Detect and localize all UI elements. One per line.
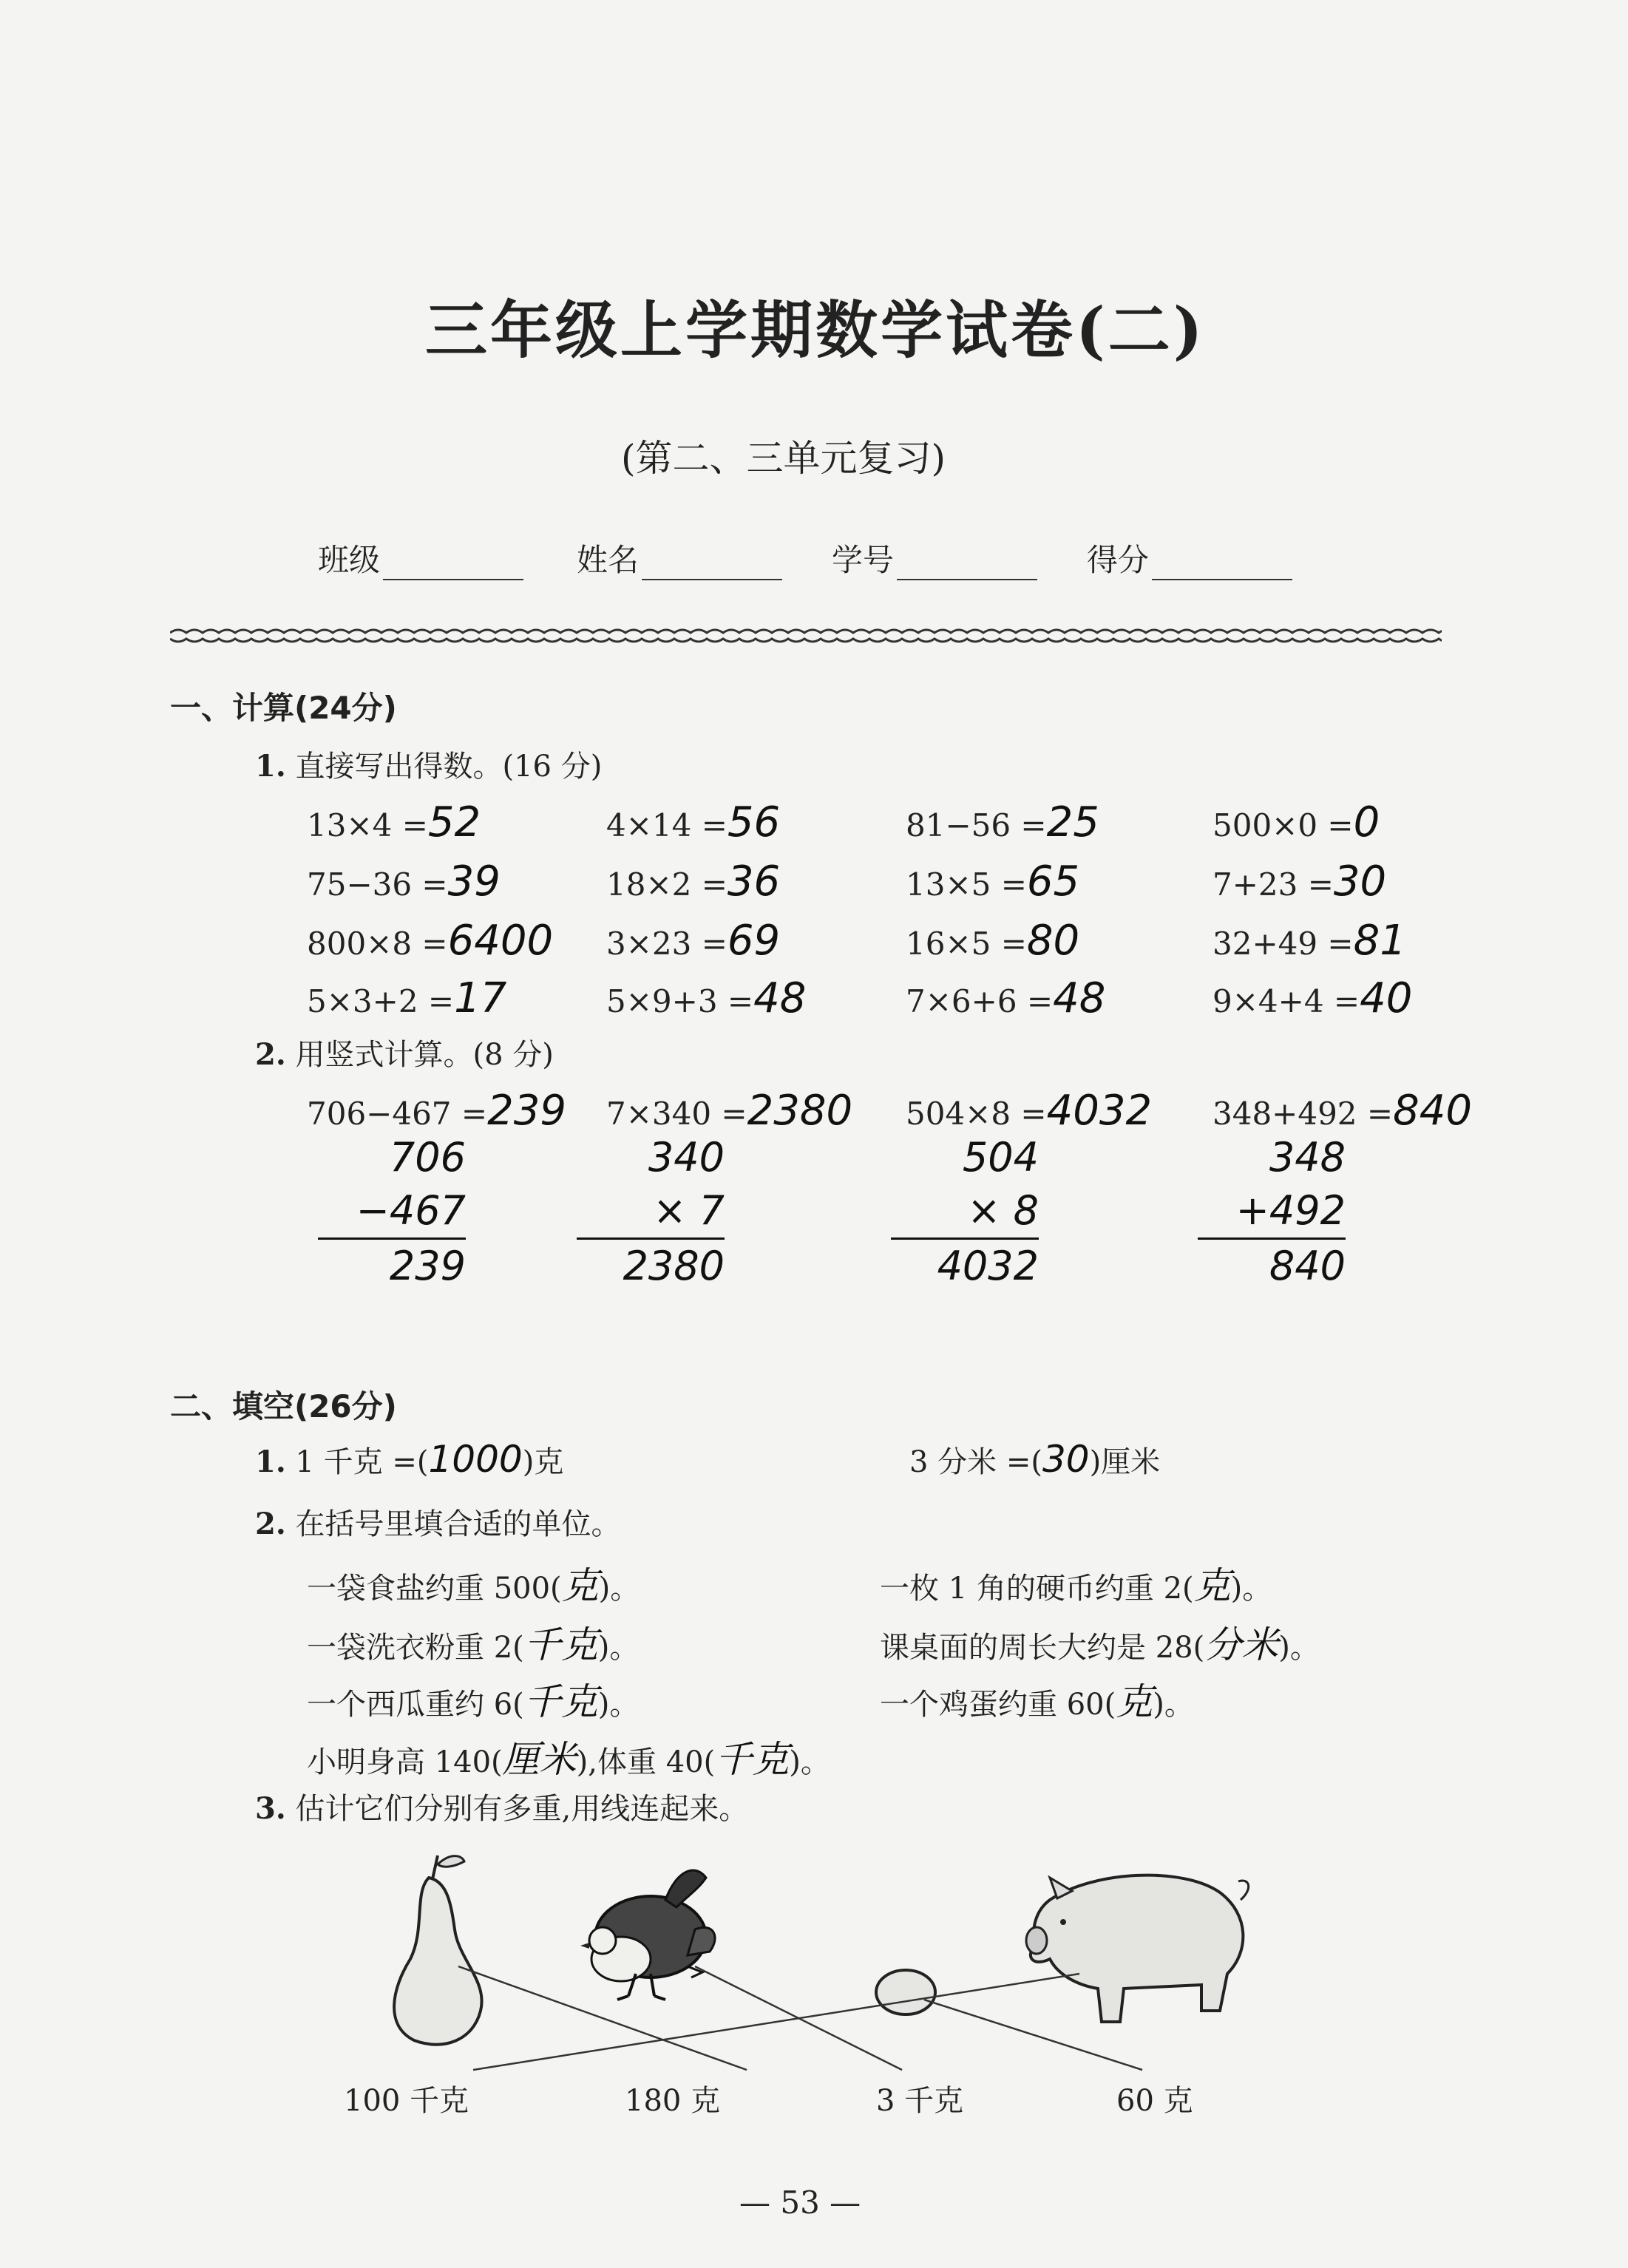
oral-calc-item xyxy=(307,974,506,1022)
line-pig-to-100kg xyxy=(473,1974,1079,2070)
oral-calc-item xyxy=(606,798,780,846)
vertical-answer[interactable]: 840 xyxy=(1393,1087,1472,1135)
vertical-answer[interactable]: 239 xyxy=(487,1087,566,1135)
s2-q1-right xyxy=(909,1438,1160,1481)
calc-answer[interactable]: 0 xyxy=(1353,798,1380,846)
s1-q2-number: 2. xyxy=(255,1037,286,1072)
calc-expression: 500×0 = xyxy=(1212,807,1354,843)
score-blank[interactable] xyxy=(1152,554,1292,580)
vertical-working xyxy=(577,1131,725,1293)
calc-expression: 7+23 = xyxy=(1212,866,1334,903)
vertical-expression: 504×8 = xyxy=(906,1096,1047,1132)
calc-answer[interactable]: 48 xyxy=(753,974,807,1022)
unit-fill-item xyxy=(307,1556,640,1609)
name-field xyxy=(577,536,782,580)
unit-text-pre: 课桌面的周长大约是 28( xyxy=(880,1631,1205,1665)
working-line-result: 4032 xyxy=(891,1237,1039,1293)
calc-expression: 75−36 = xyxy=(307,866,448,903)
s2-q1-left xyxy=(255,1438,563,1481)
height-unit-answer[interactable]: 厘米 xyxy=(502,1738,577,1781)
s2-q1-right-answer[interactable]: 30 xyxy=(1042,1438,1090,1481)
calc-answer[interactable]: 36 xyxy=(727,858,781,906)
vertical-calc-item xyxy=(606,1087,852,1135)
s2-q3-text: 估计它们分别有多重,用线连起来。 xyxy=(295,1792,749,1826)
calc-expression: 32+49 = xyxy=(1212,926,1354,962)
oral-calc-item xyxy=(1212,858,1386,906)
s2-q1-left-pre: 1 千克 =( xyxy=(295,1445,429,1479)
unit-text-pre: 一袋食盐约重 500( xyxy=(307,1572,562,1606)
working-line-op: × 8 xyxy=(967,1187,1039,1234)
vertical-working xyxy=(891,1131,1039,1293)
vertical-answer[interactable]: 2380 xyxy=(747,1087,853,1135)
class-blank[interactable] xyxy=(383,554,523,580)
vertical-calc-item xyxy=(906,1087,1152,1135)
s2-q1-right-post: )厘米 xyxy=(1089,1445,1161,1479)
s2-q2-number: 2. xyxy=(255,1507,286,1541)
calc-answer[interactable]: 65 xyxy=(1026,858,1080,906)
working-line-top: 340 xyxy=(648,1134,725,1181)
working-line-result: 840 xyxy=(1198,1237,1346,1293)
student-number-blank[interactable] xyxy=(897,554,1037,580)
calc-answer[interactable]: 56 xyxy=(727,798,781,846)
weight-60g[interactable]: 60 克 xyxy=(1116,2084,1193,2118)
s2-q1-number: 1. xyxy=(255,1444,286,1479)
unit-answer[interactable]: 克 xyxy=(1116,1680,1153,1723)
unit-text-post: )。 xyxy=(598,1572,640,1606)
weight-unit-answer[interactable]: 千克 xyxy=(715,1738,790,1781)
page-subtitle: (第二、三单元复习) xyxy=(621,437,946,480)
unit-answer[interactable]: 千克 xyxy=(523,1680,598,1723)
unit-fill-item xyxy=(307,1672,639,1725)
s1-q2-prompt xyxy=(255,1031,554,1073)
calc-expression: 13×4 = xyxy=(307,807,428,843)
page-title: 三年级上学期数学试卷(二) xyxy=(425,293,1206,367)
class-label: 班级 xyxy=(318,542,381,578)
unit-fill-item xyxy=(307,1615,639,1668)
pear-icon[interactable] xyxy=(394,1856,482,2045)
s1-q1-prompt xyxy=(255,743,602,785)
last-post: )。 xyxy=(789,1745,830,1779)
s1-q1-number: 1. xyxy=(255,749,286,784)
working-line-top: 348 xyxy=(1269,1134,1346,1181)
oral-calc-item xyxy=(307,917,553,965)
section-1-heading: 一、计算(24分) xyxy=(170,690,397,726)
s2-q3-number: 3. xyxy=(255,1791,286,1826)
score-field xyxy=(1087,536,1292,580)
unit-text-pre: 一个西瓜重约 6( xyxy=(307,1688,524,1722)
unit-fill-item xyxy=(880,1615,1320,1668)
student-number-field xyxy=(832,536,1037,580)
working-line-result: 2380 xyxy=(577,1237,725,1293)
name-label: 姓名 xyxy=(577,542,640,578)
calc-answer[interactable]: 6400 xyxy=(447,917,554,965)
calc-answer[interactable]: 52 xyxy=(427,798,481,846)
vertical-calc-item xyxy=(307,1087,566,1135)
s1-q2-text: 用竖式计算。(8 分) xyxy=(295,1038,554,1072)
calc-expression: 5×3+2 = xyxy=(307,983,455,1019)
page-number: — 53 — xyxy=(739,2184,861,2221)
s2-q2-last-row xyxy=(307,1730,830,1783)
unit-text-post: )。 xyxy=(1278,1631,1320,1665)
unit-text-pre: 一枚 1 角的硬币约重 2( xyxy=(880,1572,1194,1606)
working-line-op: × 7 xyxy=(653,1187,725,1234)
s2-q2-text: 在括号里填合适的单位。 xyxy=(295,1507,621,1541)
unit-answer[interactable]: 克 xyxy=(1193,1564,1231,1607)
last-mid: ),体重 40( xyxy=(576,1745,716,1779)
oral-calc-item xyxy=(906,858,1079,906)
section-2-heading: 二、填空(26分) xyxy=(170,1388,397,1425)
s2-q1-right-pre: 3 分米 =( xyxy=(909,1445,1042,1479)
unit-answer[interactable]: 克 xyxy=(561,1564,599,1607)
s2-q3-prompt xyxy=(255,1785,748,1827)
oral-calc-item xyxy=(906,798,1099,846)
oral-calc-item xyxy=(1212,798,1380,846)
calc-expression: 5×9+3 = xyxy=(606,983,754,1019)
unit-text-post: )。 xyxy=(1153,1688,1194,1722)
calc-expression: 4×14 = xyxy=(606,807,727,843)
calc-answer[interactable]: 69 xyxy=(727,917,781,965)
working-line-top: 706 xyxy=(389,1134,466,1181)
oral-calc-item xyxy=(606,858,780,906)
weight-100kg[interactable]: 100 千克 xyxy=(344,2084,469,2118)
working-line-top: 504 xyxy=(962,1134,1039,1181)
class-field xyxy=(318,536,523,580)
vertical-working xyxy=(1198,1131,1346,1293)
oral-calc-item xyxy=(1212,974,1412,1022)
unit-text-post: )。 xyxy=(1230,1572,1272,1606)
s2-q1-left-post: )克 xyxy=(522,1445,564,1479)
unit-fill-item xyxy=(880,1556,1272,1609)
weight-180g[interactable]: 180 克 xyxy=(625,2084,721,2118)
unit-fill-item xyxy=(880,1672,1194,1725)
vertical-calc-item xyxy=(1212,1087,1472,1135)
calc-answer[interactable]: 81 xyxy=(1353,917,1406,965)
calc-answer[interactable]: 25 xyxy=(1046,798,1099,846)
s2-q1-left-answer[interactable]: 1000 xyxy=(428,1438,523,1481)
oral-calc-item xyxy=(307,858,501,906)
oral-calc-item xyxy=(906,974,1105,1022)
calc-answer[interactable]: 80 xyxy=(1026,917,1080,965)
calc-answer[interactable]: 39 xyxy=(447,858,501,906)
unit-text-post: )。 xyxy=(597,1631,640,1665)
name-blank[interactable] xyxy=(642,554,782,580)
calc-expression: 800×8 = xyxy=(307,926,448,962)
line-pear-to-180g xyxy=(458,1966,747,2070)
unit-text-post: )。 xyxy=(597,1688,640,1722)
unit-answer[interactable]: 千克 xyxy=(523,1623,598,1666)
oral-calc-item xyxy=(606,917,780,965)
wavy-divider xyxy=(170,627,1442,645)
unit-text-pre: 一个鸡蛋约重 60( xyxy=(880,1688,1116,1722)
calc-expression: 9×4+4 = xyxy=(1212,983,1360,1019)
unit-answer[interactable]: 分米 xyxy=(1204,1623,1279,1666)
calc-expression: 18×2 = xyxy=(606,866,727,903)
vertical-answer[interactable]: 4032 xyxy=(1046,1087,1153,1135)
working-line-result: 239 xyxy=(318,1237,466,1293)
last-pre1: 小明身高 140( xyxy=(307,1745,503,1779)
s2-q2-prompt xyxy=(255,1501,620,1543)
working-line-op: −467 xyxy=(356,1187,466,1234)
vertical-working xyxy=(318,1131,466,1293)
oral-calc-item xyxy=(606,974,806,1022)
vertical-expression: 348+492 = xyxy=(1212,1096,1394,1132)
working-line-op: +492 xyxy=(1235,1187,1346,1234)
oral-calc-item xyxy=(307,798,481,846)
calc-expression: 16×5 = xyxy=(906,926,1027,962)
score-label: 得分 xyxy=(1087,542,1150,578)
chicken-icon[interactable] xyxy=(580,1870,715,2000)
calc-expression: 13×5 = xyxy=(906,866,1027,903)
weight-3kg[interactable]: 3 千克 xyxy=(876,2084,964,2118)
vertical-expression: 7×340 = xyxy=(606,1096,747,1132)
calc-expression: 3×23 = xyxy=(606,926,727,962)
pig-icon[interactable] xyxy=(1026,1875,1249,2022)
student-number-label: 学号 xyxy=(832,542,895,578)
calc-answer[interactable]: 30 xyxy=(1333,858,1387,906)
oral-calc-item xyxy=(906,917,1079,965)
calc-expression: 81−56 = xyxy=(906,807,1047,843)
calc-expression: 7×6+6 = xyxy=(906,983,1054,1019)
calc-answer[interactable]: 17 xyxy=(454,974,507,1022)
matching-illustration xyxy=(0,1848,1628,2092)
unit-text-pre: 一袋洗衣粉重 2( xyxy=(307,1631,524,1665)
egg-icon[interactable] xyxy=(876,1970,935,2014)
calc-answer[interactable]: 48 xyxy=(1053,974,1106,1022)
calc-answer[interactable]: 40 xyxy=(1360,974,1413,1022)
vertical-expression: 706−467 = xyxy=(307,1096,488,1132)
oral-calc-item xyxy=(1212,917,1406,965)
s1-q1-text: 直接写出得数。(16 分) xyxy=(295,750,603,784)
